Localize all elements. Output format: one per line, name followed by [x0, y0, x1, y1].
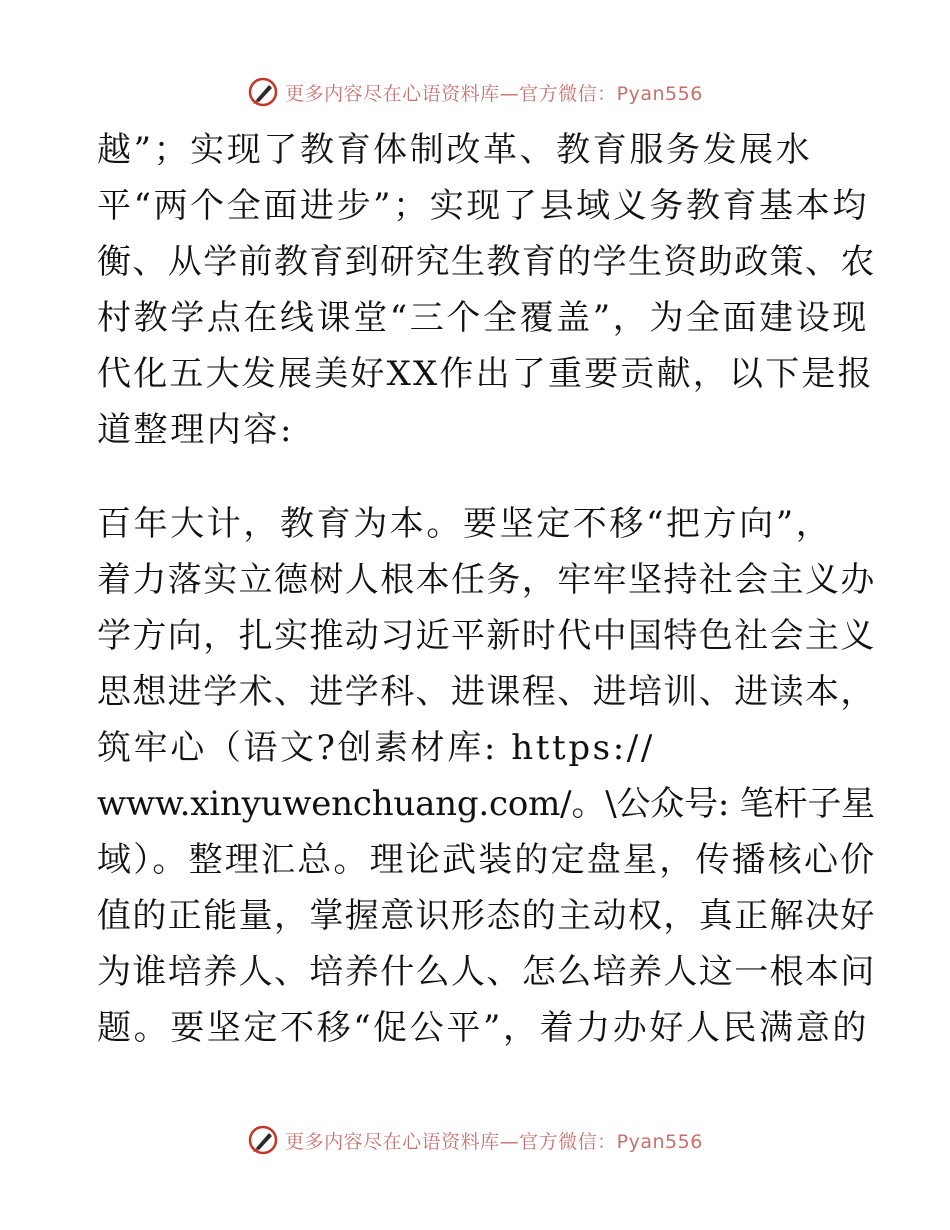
- text-line: 村教学点在线课堂“三个全覆盖”，为全面建设现: [97, 298, 869, 338]
- footer-banner: [0, 1120, 950, 1160]
- footer-banner-text: 更多内容尽在心语资料库—官方微信：Pyan556: [285, 1130, 703, 1153]
- text-line: 代化五大发展美好XX作出了重要贡献，以下是报: [97, 354, 874, 394]
- text-line: 越”；实现了教育体制改革、教育服务发展水: [97, 130, 813, 170]
- header-banner: [0, 72, 950, 112]
- text-line: 思想进学术、进学科、进课程、进培训、进读本，: [97, 672, 876, 712]
- text-line: 平“两个全面进步”；实现了县域义务教育基本均: [97, 186, 869, 226]
- text-line: www.xinyuwenchuang.com/。\公众号: 笔杆子星: [97, 784, 875, 824]
- paragraph-1: [97, 122, 876, 458]
- paragraph-gap: [97, 458, 857, 496]
- text-line: 着力落实立德树人根本任务，牢牢坚持社会主义办: [97, 560, 876, 600]
- pen-nib-logo-icon: [247, 1124, 279, 1156]
- document-body: [97, 122, 877, 1056]
- text-line: 百年大计，教育为本。要坚定不移“把方向”，: [97, 504, 833, 544]
- pen-nib-logo-icon: [247, 76, 279, 108]
- text-line: 题。要坚定不移“促公平”，着力办好人民满意的: [97, 1008, 869, 1048]
- text-line: 学方向，扎实推动习近平新时代中国特色社会主义: [97, 616, 876, 656]
- text-line: 道整理内容:: [97, 410, 295, 450]
- text-line: 筑牢心（语文?创素材库: https://: [97, 728, 655, 768]
- text-line: 为谁培养人、培养什么人、怎么培养人这一根本问: [97, 952, 876, 992]
- header-banner-text: 更多内容尽在心语资料库—官方微信：Pyan556: [285, 82, 703, 105]
- text-line: 值的正能量，掌握意识形态的主动权，真正解决好: [97, 896, 876, 936]
- paragraph-2: [97, 496, 877, 1056]
- text-line: 域）。整理汇总。理论武装的定盘星，传播核心价: [97, 840, 877, 880]
- text-line: 衡、从学前教育到研究生教育的学生资助政策、农: [97, 242, 876, 282]
